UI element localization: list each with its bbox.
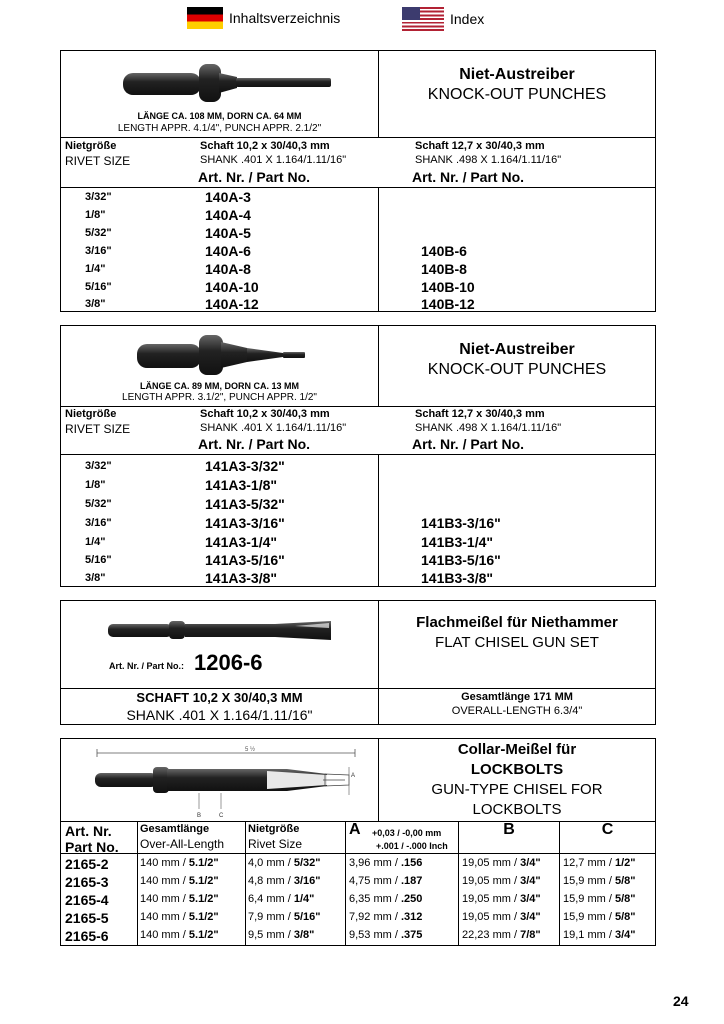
sec2-caption-en: LENGTH APPR. 3.1/2", PUNCH APPR. 1/2" xyxy=(122,392,317,403)
table-cell: 141B3-3/8" xyxy=(421,570,494,586)
table-cell: 5/32" xyxy=(85,498,112,510)
table-cell: 3/16" xyxy=(85,517,112,529)
cell-value: 7/8" xyxy=(520,929,541,941)
sec1-art-b-header: Art. Nr. / Part No. xyxy=(412,169,525,185)
cell-value: .250 xyxy=(400,893,423,905)
cell-value: 140 mm / xyxy=(140,893,186,905)
sec2-rivet-en: RIVET SIZE xyxy=(65,422,131,436)
table-cell xyxy=(563,929,635,941)
sec1-shank-a-en: SHANK .401 X 1.164/1.11/16" xyxy=(200,154,347,166)
sec3-shank-en: SHANK .401 X 1.164/1.11/16" xyxy=(126,707,313,723)
cell-value: 5.1/2" xyxy=(188,929,219,941)
header-art-nr: Art. Nr. xyxy=(65,823,112,839)
table-cell: 141B3-3/16" xyxy=(421,515,501,531)
section-knockout-punches-140 xyxy=(60,50,656,312)
table-cell: 3/8" xyxy=(85,298,106,310)
flat-chisel-image xyxy=(105,616,345,644)
cell-value: 5.1/2" xyxy=(188,875,219,887)
table-cell: 141A3-3/8" xyxy=(205,570,278,586)
table-cell: 140A-4 xyxy=(205,207,251,223)
nav-de-label: Inhaltsverzeichnis xyxy=(229,10,341,26)
table-cell: 141B3-5/16" xyxy=(421,552,501,568)
table-cell: 2165-2 xyxy=(65,856,109,872)
sec2-art-b-header: Art. Nr. / Part No. xyxy=(412,436,525,452)
table-cell: 140A-8 xyxy=(205,261,251,277)
section-flat-chisel-gun-set xyxy=(60,600,656,725)
nav-index-link[interactable] xyxy=(402,7,484,31)
table-cell xyxy=(248,893,314,905)
sec3-part-number: 1206-6 xyxy=(194,650,263,675)
table-cell: 141A3-5/16" xyxy=(205,552,285,568)
table-cell xyxy=(349,875,422,887)
table-cell: 140A-3 xyxy=(205,189,251,205)
cell-value: 15,9 mm / xyxy=(563,875,612,887)
table-cell xyxy=(462,911,541,923)
sec3-title-de: Flachmeißel für Niethammer xyxy=(416,614,618,631)
german-flag-icon xyxy=(187,7,223,29)
table-cell: 3/32" xyxy=(85,191,112,203)
cell-value: 3/16" xyxy=(293,875,321,887)
page-number: 24 xyxy=(673,993,689,1009)
table-cell: 5/32" xyxy=(85,227,112,239)
table-cell: 2165-5 xyxy=(65,910,109,926)
cell-value: 5/8" xyxy=(614,911,636,923)
us-flag-icon xyxy=(402,7,444,31)
table-cell: 2165-6 xyxy=(65,928,109,944)
table-cell: 5/16" xyxy=(85,281,112,293)
table-cell xyxy=(140,911,219,923)
table-cell xyxy=(140,893,219,905)
table-cell xyxy=(563,911,635,923)
cell-value: 3/4" xyxy=(520,875,541,887)
cell-value: .156 xyxy=(400,857,423,869)
table-cell xyxy=(140,857,219,869)
table-cell xyxy=(140,929,219,941)
header-part-no: Part No. xyxy=(65,839,119,855)
table-cell xyxy=(349,857,422,869)
cell-value: 15,9 mm / xyxy=(563,911,612,923)
cell-value: 4,0 mm / xyxy=(248,857,291,869)
section-collar-chisel-lockbolts xyxy=(60,738,656,946)
nav-inhaltsverzeichnis-link[interactable] xyxy=(187,7,340,29)
cell-value: 140 mm / xyxy=(140,875,186,887)
sec2-title-en: KNOCK-OUT PUNCHES xyxy=(427,361,607,378)
cell-value: 5.1/2" xyxy=(188,893,219,905)
table-cell xyxy=(462,929,541,941)
table-cell: 141B3-1/4" xyxy=(421,534,494,550)
cell-value: 22,23 mm / xyxy=(462,929,518,941)
cell-value: 5/16" xyxy=(293,911,321,923)
collar-chisel-diagram-image xyxy=(87,745,367,819)
header-a-tol-mm: +0,03 / -0,00 mm xyxy=(372,828,442,838)
sec3-length-de: Gesamtlänge 171 MM xyxy=(461,691,573,703)
cell-value: 5.1/2" xyxy=(188,911,219,923)
cell-value: 19,05 mm / xyxy=(462,857,518,869)
cell-value: 3/4" xyxy=(614,929,636,941)
table-cell: 140A-12 xyxy=(205,296,259,312)
dimension-label-a: A xyxy=(351,773,356,779)
sec1-rivet-en: RIVET SIZE xyxy=(65,154,131,168)
header-rivet-size: Rivet Size xyxy=(248,837,303,851)
table-cell: 141A3-5/32" xyxy=(205,496,285,512)
cell-value: 5/8" xyxy=(614,875,636,887)
sec4-title-line1: Collar-Meißel für xyxy=(457,741,577,758)
sec3-length-en: OVERALL-LENGTH 6.3/4" xyxy=(451,705,583,717)
dimension-label-top: 5 ½ xyxy=(245,747,256,753)
sec1-art-a-header: Art. Nr. / Part No. xyxy=(198,169,311,185)
cell-value: 3,96 mm / xyxy=(349,857,398,869)
sec1-title-en: KNOCK-OUT PUNCHES xyxy=(427,86,607,103)
header-a: A xyxy=(349,821,361,838)
table-cell xyxy=(563,875,635,887)
sec1-title-de: Niet-Austreiber xyxy=(459,66,575,83)
cell-value: 140 mm / xyxy=(140,857,186,869)
sec2-rivet-de: Nietgröße xyxy=(65,408,117,420)
cell-value: 9,5 mm / xyxy=(248,929,291,941)
cell-value: 7,92 mm / xyxy=(349,911,398,923)
cell-value: 140 mm / xyxy=(140,929,186,941)
table-cell: 141A3-3/32" xyxy=(205,458,285,474)
table-cell: 2165-4 xyxy=(65,892,109,908)
knockout-punch-141-image xyxy=(133,332,313,378)
table-cell: 1/8" xyxy=(85,479,106,491)
dimension-label-b: B xyxy=(197,813,202,819)
knockout-punch-140-image xyxy=(119,59,339,107)
table-cell: 1/4" xyxy=(85,263,106,275)
header-c: C xyxy=(601,821,614,838)
table-cell: 141A3-3/16" xyxy=(205,515,285,531)
sec3-part-label: Art. Nr. / Part No.: xyxy=(109,661,185,671)
table-cell xyxy=(462,893,541,905)
cell-value: 3/4" xyxy=(520,911,541,923)
cell-value: 15,9 mm / xyxy=(563,893,612,905)
table-cell: 140B-12 xyxy=(421,296,475,312)
cell-value: 12,7 mm / xyxy=(563,857,612,869)
header-over-all-length: Over-All-Length xyxy=(140,837,225,851)
table-cell: 141A3-1/8" xyxy=(205,477,278,493)
section-knockout-punches-141 xyxy=(60,325,656,587)
cell-value: 6,4 mm / xyxy=(248,893,291,905)
table-cell: 140B-6 xyxy=(421,243,467,259)
table-cell: 3/32" xyxy=(85,460,112,472)
cell-value: 3/4" xyxy=(520,857,541,869)
sec4-title-line4: LOCKBOLTS xyxy=(472,801,562,818)
cell-value: 7,9 mm / xyxy=(248,911,291,923)
cell-value: 6,35 mm / xyxy=(349,893,398,905)
table-cell: 1/8" xyxy=(85,209,106,221)
table-cell: 3/8" xyxy=(85,572,106,584)
sec2-caption-de: LÄNGE CA. 89 MM, DORN CA. 13 MM xyxy=(139,381,299,391)
cell-value: 9,53 mm / xyxy=(349,929,398,941)
cell-value: 19,05 mm / xyxy=(462,911,518,923)
table-cell xyxy=(349,911,422,923)
sec2-shank-a-en: SHANK .401 X 1.164/1.11/16" xyxy=(200,422,347,434)
table-cell xyxy=(248,911,320,923)
table-cell xyxy=(563,857,635,869)
cell-value: 3/8" xyxy=(293,929,315,941)
sec2-shank-b-en: SHANK .498 X 1.164/1.11/16" xyxy=(415,422,562,434)
sec2-shank-b-de: Schaft 12,7 x 30/40,3 mm xyxy=(415,408,545,420)
cell-value: 1/4" xyxy=(293,893,315,905)
cell-value: 19,1 mm / xyxy=(563,929,612,941)
table-cell xyxy=(248,857,320,869)
table-cell xyxy=(462,875,541,887)
cell-value: 4,75 mm / xyxy=(349,875,398,887)
table-cell: 140A-6 xyxy=(205,243,251,259)
cell-value: 5/8" xyxy=(614,893,636,905)
cell-value: 4,8 mm / xyxy=(248,875,291,887)
table-cell xyxy=(563,893,635,905)
sec2-shank-a-de: Schaft 10,2 x 30/40,3 mm xyxy=(200,408,330,420)
sec2-title-de: Niet-Austreiber xyxy=(459,341,575,358)
table-cell: 2165-3 xyxy=(65,874,109,890)
nav-en-label: Index xyxy=(450,11,485,27)
table-cell: 1/4" xyxy=(85,536,106,548)
table-cell xyxy=(462,857,541,869)
sec1-shank-b-en: SHANK .498 X 1.164/1.11/16" xyxy=(415,154,562,166)
sec4-title-line3: GUN-TYPE CHISEL FOR xyxy=(431,781,603,798)
cell-value: .312 xyxy=(400,911,423,923)
table-cell xyxy=(248,929,314,941)
table-cell: 3/16" xyxy=(85,245,112,257)
cell-value: 140 mm / xyxy=(140,911,186,923)
table-cell: 140B-8 xyxy=(421,261,467,277)
table-cell xyxy=(349,929,422,941)
cell-value: .375 xyxy=(400,929,423,941)
sec3-title-en: FLAT CHISEL GUN SET xyxy=(435,634,599,651)
header-nietgroesse: Nietgröße xyxy=(248,823,300,835)
table-cell xyxy=(349,893,422,905)
cell-value: 19,05 mm / xyxy=(462,893,518,905)
sec1-shank-a-de: Schaft 10,2 x 30/40,3 mm xyxy=(200,140,330,152)
cell-value: 19,05 mm / xyxy=(462,875,518,887)
table-cell: 140B-10 xyxy=(421,279,475,295)
sec1-caption-de: LÄNGE CA. 108 MM, DORN CA. 64 MM xyxy=(137,111,302,121)
cell-value: 5/32" xyxy=(293,857,321,869)
dimension-label-c: C xyxy=(219,813,224,819)
sec3-shank-de: SCHAFT 10,2 X 30/40,3 MM xyxy=(136,690,303,705)
cell-value: 5.1/2" xyxy=(188,857,219,869)
cell-value: .187 xyxy=(400,875,423,887)
cell-value: 1/2" xyxy=(614,857,636,869)
cell-value: 3/4" xyxy=(520,893,541,905)
table-cell: 5/16" xyxy=(85,554,112,566)
header-b: B xyxy=(503,821,515,838)
sec2-art-a-header: Art. Nr. / Part No. xyxy=(198,436,311,452)
header-gesamtlaenge: Gesamtlänge xyxy=(140,823,210,835)
header-a-tol-inch: +.001 / -.000 Inch xyxy=(376,841,448,851)
table-cell: 140A-10 xyxy=(205,279,259,295)
sec1-caption-en: LENGTH APPR. 4.1/4", PUNCH APPR. 2.1/2" xyxy=(117,123,322,134)
table-cell xyxy=(248,875,320,887)
sec1-shank-b-de: Schaft 12,7 x 30/40,3 mm xyxy=(415,140,545,152)
sec1-rivet-de: Nietgröße xyxy=(65,140,117,152)
table-cell: 141A3-1/4" xyxy=(205,534,278,550)
sec4-title-line2: LOCKBOLTS xyxy=(470,761,564,778)
table-cell xyxy=(140,875,219,887)
table-cell: 140A-5 xyxy=(205,225,251,241)
